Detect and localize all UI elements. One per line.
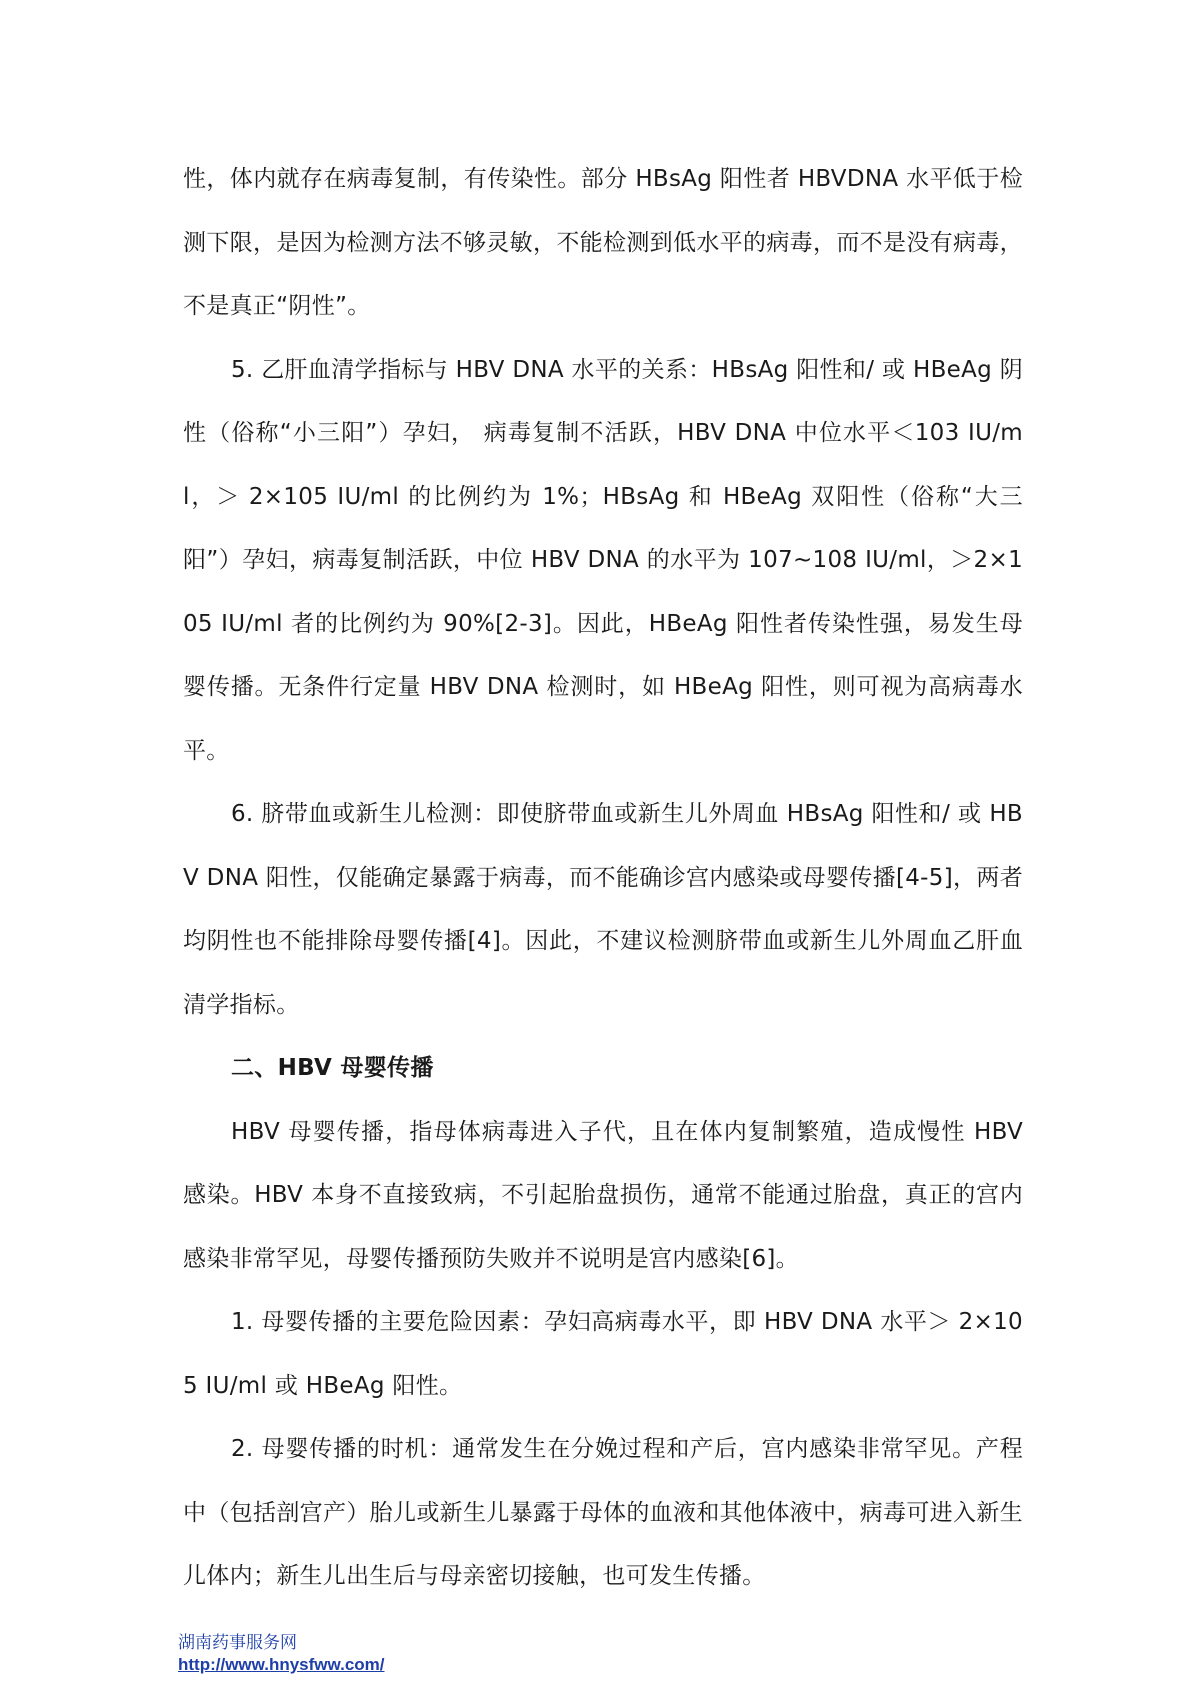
footer-site-name: 湖南药事服务网 — [178, 1633, 297, 1653]
paragraph-continuation: 性，体内就存在病毒复制，有传染性。部分 HBsAg 阳性者 HBVDNA 水平低于检测下限，是因为检测方法不够灵敏，不能检测到低水平的病毒，而不是没有病毒，不是真正“阴性”。 — [183, 166, 1023, 319]
paragraph-transmission-definition: HBV 母婴传播，指母体病毒进入子代，且在体内复制繁殖，造成慢性 HBV 感染。HBV 本身不直接致病，不引起胎盘损伤，通常不能通过胎盘，真正的宫内感染非常罕见，母婴传播预防失败并不说明是宫内感染[6]。 — [183, 1118, 1023, 1272]
page-footer — [178, 1632, 385, 1676]
footer-url-link[interactable]: http://www.hnysfww.com/ — [178, 1655, 385, 1674]
paragraph-serology-relation: 5. 乙肝血清学指标与 HBV DNA 水平的关系：HBsAg 阳性和/ 或 HBeAg 阴性（俗称“小三阳”）孕妇， 病毒复制不活跃，HBV DNA 中位水平＜103 IU/ml，＞ 2×105 IU/ml 的比例约为 1%；HBsAg 和 HBeAg 双阳性（俗称“大三阳”）孕妇，病毒复制活跃，中位 HBV DNA 的水平为 107~108 IU/ml，＞2×105 IU/ml 者的比例约为 90%[2-3]。因此，HBeAg 阳性者传染性强，易发生母婴传播。无条件行定量 HBV DNA 检测时，如 HBeAg 阳性，则可视为高病毒水平。 — [183, 356, 1023, 764]
paragraph-risk-factors: 1. 母婴传播的主要危险因素：孕妇高病毒水平，即 HBV DNA 水平＞ 2×105 IU/ml 或 HBeAg 阳性。 — [183, 1309, 1023, 1399]
body-text — [183, 148, 1023, 1609]
paragraph-transmission-timing: 2. 母婴传播的时机：通常发生在分娩过程和产后，宫内感染非常罕见。产程中（包括剖宫产）胎儿或新生儿暴露于母体的血液和其他体液中，病毒可进入新生儿体内；新生儿出生后与母亲密切接触，也可发生传播。 — [183, 1436, 1023, 1589]
section-heading: 二、HBV 母婴传播 — [231, 1055, 434, 1081]
paragraph-cord-blood-test: 6. 脐带血或新生儿检测：即使脐带血或新生儿外周血 HBsAg 阳性和/ 或 HBV DNA 阳性，仅能确定暴露于病毒，而不能确诊宫内感染或母婴传播[4-5]，两者均阴性也不能排除母婴传播[4]。因此，不建议检测脐带血或新生儿外周血乙肝血清学指标。 — [183, 801, 1023, 1018]
